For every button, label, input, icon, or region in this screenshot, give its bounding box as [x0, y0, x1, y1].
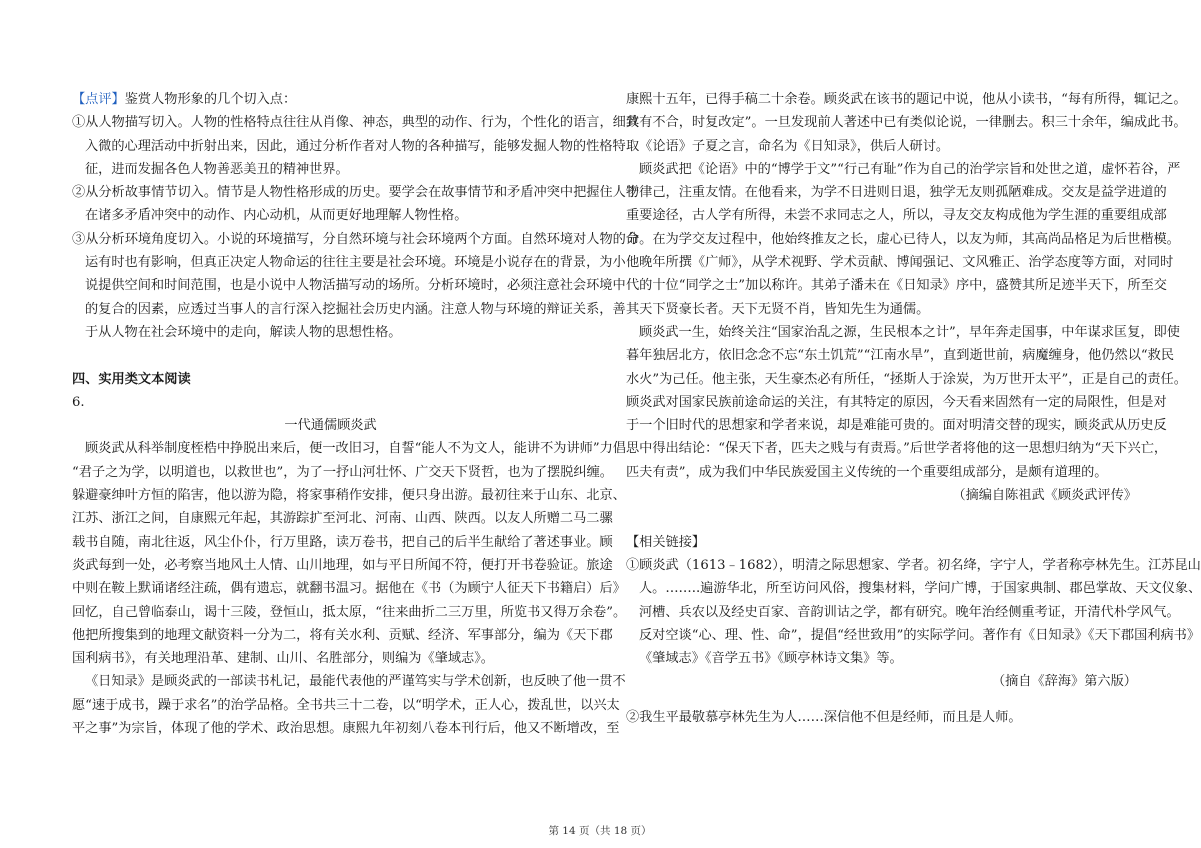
left-column: [72, 88, 640, 740]
para3-line: 顾炎武把《论语》中的“博学于文”“行己有耻”作为自己的治学宗旨和处世之道，虚怀若谷，严: [639, 161, 1181, 177]
right-column: [626, 88, 1201, 729]
para3-line: 他晚年所撰《广师》，从学术视野、学术贡献、博闻强记、文风雅正、治学态度等方面，对同时: [626, 255, 1174, 271]
point2-line: 在诸多矛盾冲突中的动作、内心动机，从而更好地理解人物性格。: [85, 208, 468, 224]
article-title: 一代通儒顾炎武: [284, 418, 377, 434]
point1-line: 入微的心理活动中折射出来，因此，通过分析作者对人物的各种描写，能够发掘人物的性格特: [85, 138, 626, 154]
point3-line: 的复合的因素，应透过当事人的言行深入挖掘社会历史内涵。注意人物与环境的辩证关系，善: [85, 301, 626, 317]
para4-line: 暮年独居北方，依旧念念不忘“东土饥荒”“江南水旱”，直到逝世前，病魔缠身，他仍然以“救民: [626, 348, 1175, 364]
para3-line: 分。在为学交友过程中，他始终推友之长，虚心已待人，以友为师，其高尚品格足为后世楷模。: [626, 231, 1180, 247]
para2-line: 平之事”为宗旨，体现了他的学术、政治思想。康熙九年初刻八卷本刊行后，他又不断增改，至: [72, 721, 620, 737]
para4-line: 水火”为己任。他主张，天生豪杰必有所任，“拯斯人于涂炭，为万世开太平”，正是自己的责任。: [626, 371, 1187, 387]
link1-line: 《肇域志》《音学五书》《顾亭林诗文集》等。: [639, 651, 903, 667]
para4-line: 思中得出结论：“保天下者，匹夫之贱与有责焉。”后世学者将他的这一思想归纳为“天下兴亡，: [626, 441, 1168, 457]
link1-line: ①顾炎武（1613﹣1682），明清之际思想家、学者。初名绛，字宁人，学者称亭林先生。江苏昆山: [626, 557, 1201, 573]
para1-line: 中则在鞍上默诵诸经注疏，偶有遗忘，就翻书温习。据他在《书（为顾宁人征天下书籍启）后》: [72, 581, 626, 597]
point3-line: 说提供空间和时间范围，也是小说中人物活描写动的场所。分析环境时，必须注意社会环境中: [85, 278, 626, 294]
para2-line: 愿“速于成书，躁于求名”的治学品格。全书共三十二卷，以“明学术，正人心，拨乱世，以兴太: [72, 697, 620, 713]
point1-line: 征，进而发掘各色人物善恶美丑的精神世界。: [85, 161, 349, 177]
para3-line: 于律己，注重友情。在他看来，为学不日进则日退，独学无友则孤陋难成。交友是益学进道的: [626, 185, 1167, 201]
para2-cont-line: 取《论语》子夏之言，命名为《日知录》，供后人研讨。: [626, 138, 950, 154]
para1-line: 江苏、浙江之间，自康熙元年起，其游踪扩至河北、河南、山西、陕西。以友人所赠二马二骡: [72, 511, 613, 527]
para1-line: 他把所搜集到的地理文献资料一分为二，将有关水利、贡赋、经济、军事部分，编为《天下郡: [72, 627, 613, 643]
question-number: 6.: [72, 394, 85, 410]
related-links-heading: 【相关链接】: [626, 534, 706, 550]
para1-line: 顾炎武从科举制度桎梏中挣脱出来后，便一改旧习，自誓“能人不为文人，能讲不为讲师”力倡: [85, 441, 626, 457]
source-citation: （摘编自陈祖武《顾炎武评传》: [952, 488, 1137, 504]
link2-line: ②我生平最敬慕亭林先生为人……深信他不但是经师，而且是人师。: [626, 709, 1022, 725]
para3-line: 其天下贤豪长者。天下无贤不肖，皆知先生为通儒。: [626, 301, 930, 317]
source-citation: （摘自《辞海》第六版）: [991, 674, 1137, 690]
comment-tag: 【点评】: [72, 92, 125, 107]
para4-line: 于一个旧时代的思想家和学者来说，却是难能可贵的。面对明清交替的现实，顾炎武从历史反: [626, 418, 1167, 434]
link1-line: 人。……..遍游华北，所至访问风俗，搜集材料，学问广博，于国家典制、郡邑掌故、天文仪象、: [639, 581, 1201, 597]
para3-line: 重要途径，古人学有所得，未尝不求同志之人，所以，寻友交友构成他为学生涯的重要组成部: [626, 208, 1167, 224]
para1-line: 国利病书》，有关地理沿革、建制、山川、名胜部分，则编为《肇域志》。: [72, 651, 494, 667]
para1-line: 炎武每到一处，必考察当地风土人情、山川地理，如与平日所闻不符，便打开书卷验证。旅途: [72, 557, 613, 573]
link1-line: 河槽、兵农以及经史百家、音韵训诂之学，都有研究。晚年治经侧重考证，开清代朴学风气。: [639, 604, 1180, 620]
comment-line: [72, 88, 589, 111]
para1-line: 躲避豪绅叶方恒的陷害，他以游为隐，将家事稍作安排，便只身出游。最初往来于山东、北京、: [72, 488, 626, 504]
para1-line: 回忆，自己曾临泰山，谒十三陵，登恒山，抵太原，“往来曲折二三万里，所览书又得万余卷”。: [72, 604, 627, 620]
point3-line: 运有时也有影响，但真正决定人物命运的往往主要是社会环境。环境是小说存在的背景，为小: [85, 255, 626, 271]
para4-line: 顾炎武一生，始终关注“国家治乱之源，生民根本之计”，早年奔走国事，中年谋求匡复，即使: [639, 324, 1180, 340]
para3-line: 代的十位“同学之士”加以称许。其弟子潘未在《日知录》序中，盛赞其所足迹半天下，所至交: [626, 278, 1167, 294]
point1-line: ①从人物描写切入。人物的性格特点往往从肖像、神态，典型的动作、行为，个性化的语言，细致: [72, 115, 640, 131]
comment-intro: 鉴赏人物形象的几个切入点：: [124, 92, 297, 107]
link1-line: 反对空谈“心、理、性、命”，提倡“经世致用”的实际学问。著作有《日知录》《天下郡国利病书》: [639, 627, 1201, 643]
para4-line: 匹夫有责”，成为我们中华民族爱国主义传统的一个重要组成部分，是颇有道理的。: [626, 464, 1108, 480]
point3-line: 于从人物在社会环境中的走向，解读人物的思想性格。: [85, 324, 402, 340]
para1-line: “君子之为学，以明道也，以救世也”，为了一抒山河壮怀、广交天下贤哲，也为了摆脱纠缠。: [72, 464, 613, 480]
para2-line: 《日知录》是顾炎武的一部读书札记，最能代表他的严谨笃实与学术创新，也反映了他一贯不: [85, 674, 626, 690]
section-heading: 四、实用类文本阅读: [72, 371, 191, 387]
page-footer: 第 14 页（共 18 页）: [548, 825, 652, 837]
para4-line: 顾炎武对国家民族前途命运的关注，有其特定的原因，今天看来固然有一定的局限性，但是对: [626, 394, 1167, 410]
point3-line: ③从分析环境角度切入。小说的环境描写，分自然环境与社会环境两个方面。自然环境对人物的命: [72, 231, 640, 247]
para1-line: 载书自随，南北往返，风尘仆仆，行万里路，读万卷书，把自己的后半生献给了著述事业。顾: [72, 534, 613, 550]
para2-cont-line: 康熙十五年，已得手稿二十余卷。顾炎武在该书的题记中说，他从小读书，“每有所得，辄记之。: [626, 92, 1187, 107]
para2-cont-line: 其有不合，时复改定”。一旦发现前人著述中已有类似论说，一律删去。积三十余年，编成此书。: [626, 115, 1187, 131]
point2-line: ②从分析故事情节切入。情节是人物性格形成的历史。要学会在故事情节和矛盾冲突中把握住人物: [72, 185, 640, 201]
